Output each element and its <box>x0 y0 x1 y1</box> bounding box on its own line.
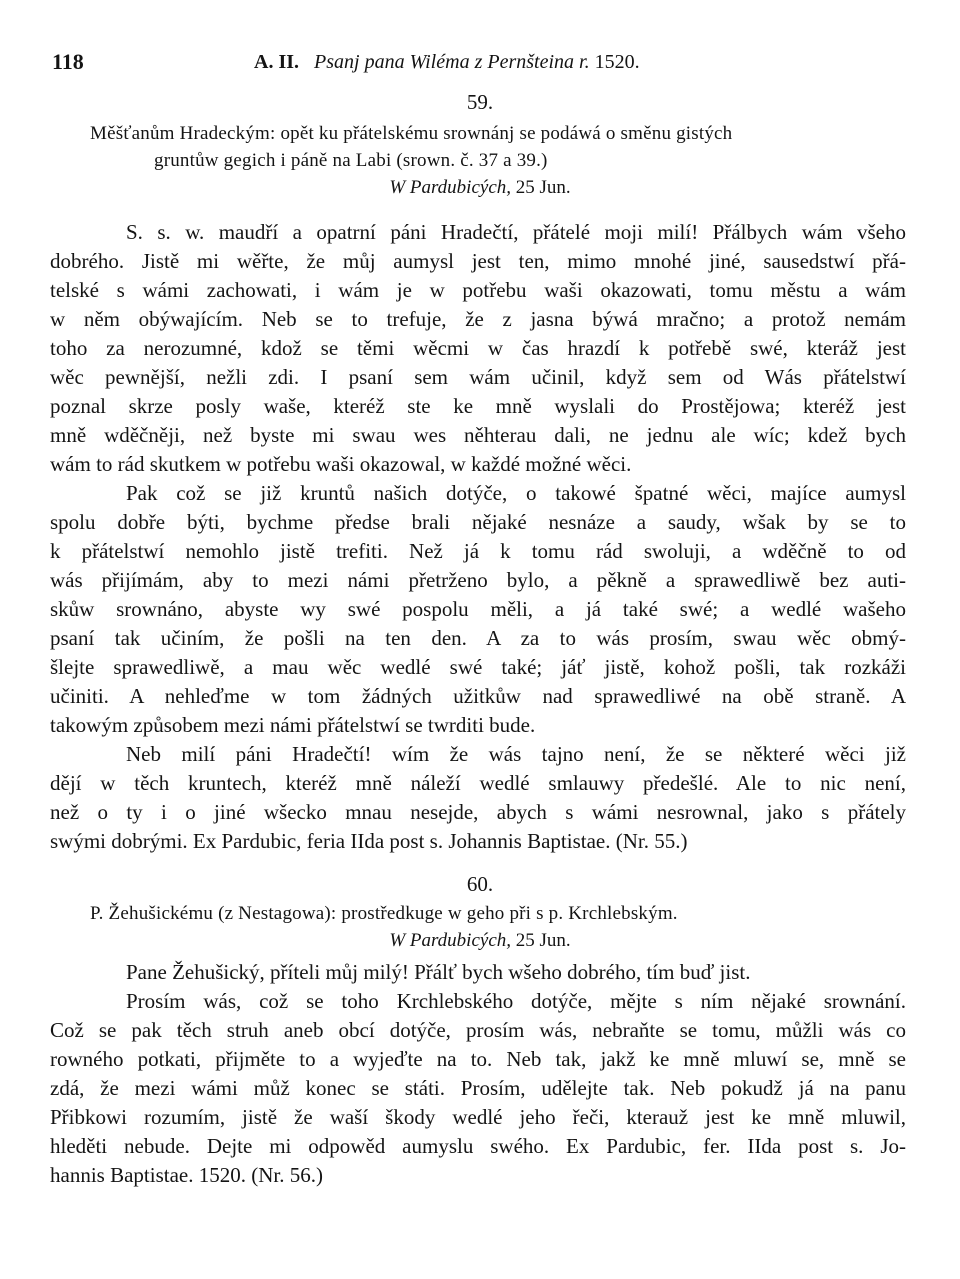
page-number: 118 <box>52 49 84 74</box>
text-line: rowného potkati, přijměte to a wyjeďte na to. Neb tak, jakž ke mně mluwí se, mně se <box>50 1047 906 1071</box>
text-line: šlejte sprawedliwě, a mau wěc wedlé swé také; jáť jistě, kohož pošli, tak rozkáži <box>50 655 906 679</box>
running-head <box>52 44 912 80</box>
text-line: Neb milí páni Hradečtí! wím že wás tajno není, že se některé wěci již <box>126 742 906 766</box>
letter-summary-line: P. Žehušickému (z Nestagowa): prostředkuge w geho při s p. Krchlebským. <box>90 903 678 924</box>
dateline-place: W Pardubicých, <box>389 177 512 198</box>
text-line: wás přijímám, aby to mezi námi přetrženo bylo, a pěkně a sprawedliwě bez auti- <box>50 568 906 592</box>
text-line: hannis Baptistae. 1520. (Nr. 56.) <box>50 1163 323 1187</box>
text-line: Prosím wás, což se toho Krchlebského dotýče, mějte s ním nějaké srownání. <box>126 989 906 1013</box>
section-label: A. II. <box>254 51 300 73</box>
dateline-date: 25 Jun. <box>515 930 571 951</box>
letter-dateline <box>0 175 960 201</box>
text-line: mně wděčněji, než byste mi swau wes něhterau dali, ne jednu ale wíc; kdež bych <box>50 423 906 447</box>
text-line: než o ty i o jiné wšecko mnau nesejde, abych s wámi nesrownal, jako s přátely <box>50 800 906 824</box>
title-year: 1520. <box>594 51 640 73</box>
text-line: spolu dobře býti, bychme předse brali nějaké nesnáze a saudy, wšak by se to <box>50 510 906 534</box>
text-line: Což se pak těch struh aneb obcí dotýče, prosím wás, nebraňte se tomu, můžli wás co <box>50 1018 906 1042</box>
text-line: psaní tak učiním, že pošli na ten den. A za to wás prosím, swau wěc obmý- <box>50 626 906 650</box>
text-line: dějí w těch kruntech, kteréž mně náleží wedlé smlauwy předešlé. Ale to nic není, <box>50 771 906 795</box>
text-line: takowým způsobem mezi námi přátelstwí se twrditi bude. <box>50 713 536 737</box>
text-line: k přátelstwí nemohlo jistě trefiti. Než já k tomu rád swoluji, a wděčně to od <box>50 539 906 563</box>
title-text: Psanj pana Wiléma z Pernšteina r. <box>314 51 590 73</box>
text-line: wěc pewnější, nežli zdi. I psaní sem wám učinil, když sem od Wás přátelstwí <box>50 365 906 389</box>
text-line: swými dobrými. Ex Pardubic, feria IIda post s. Johannis Baptistae. (Nr. 55.) <box>50 829 688 853</box>
letter-number: 60. <box>466 872 494 896</box>
running-title <box>254 44 640 80</box>
text-line: toho za nerozumné, kdož se těmi wěcmi w čas hrazdí k potřebě swé, kteráž jest <box>50 336 906 360</box>
text-line: Pane Žehušický, příteli můj milý! Přálť bych wšeho dobrého, tím buď jist. <box>126 960 751 984</box>
text-line: zdá, že mezi wámi můž konec se státi. Prosím, udělejte tak. Neb pokudž já na panu <box>50 1076 906 1100</box>
letter-number: 59. <box>466 90 494 114</box>
text-line: skůw srownáno, abyste wy swé pospolu měli, a já také swé; a wedlé wašeho <box>50 597 906 621</box>
text-line: wám to rád skutkem w potřebu waši okazowal, w každé možné wěci. <box>50 452 632 476</box>
text-line: učiniti. A nehleďme w tom žádných užitkůw nad sprawedliwé na obě straně. A <box>50 684 906 708</box>
text-line: poznal skrze posly waše, kteréž ste ke mně wyslali do Prostějowa; kteréž jest <box>50 394 906 418</box>
letter-summary-line: gruntůw gegich i páně na Labi (srown. č. 37 a 39.) <box>154 150 548 171</box>
letter-summary-line: Měšťanům Hradeckým: opět ku přátelskému srownánj se podáwá o směnu gistých <box>90 123 733 144</box>
text-line: Přibkowi rozumím, jistě že waší škody wedlé jeho řeči, kterauž jest ke mně mluwil, <box>50 1105 906 1129</box>
dateline-date: 25 Jun. <box>515 177 571 198</box>
text-line: S. s. w. maudří a opatrní páni Hradečtí, přátelé moji milí! Přálbych wám všeho <box>126 220 906 244</box>
text-line: telské s wámi zachowati, i wám je w potřebu waši okazowati, tomu městu a wám <box>50 278 906 302</box>
letter-dateline <box>0 928 960 954</box>
text-line: hleděti nebude. Dejte mi odpowěd aumyslu swého. Ex Pardubic, fer. IIda post s. Jo- <box>50 1134 906 1158</box>
text-line: dobrého. Jistě mi wěřte, že můj aumysl jest ten, mimo mnohé jiné, sausedstwí přá- <box>50 249 906 273</box>
dateline-place: W Pardubicých, <box>389 930 512 951</box>
text-line: Pak což se již kruntů našich dotýče, o takowé špatné wěci, majíce aumysl <box>126 481 906 505</box>
text-line: w něm obýwajícím. Neb se to trefuje, že z jasna býwá mračno; a protož nemám <box>50 307 906 331</box>
